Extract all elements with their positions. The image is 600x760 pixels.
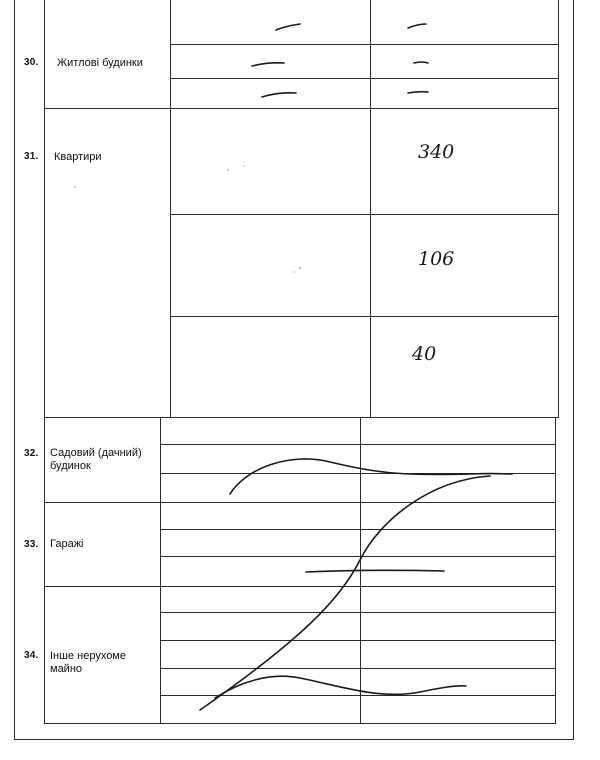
dash-stroke [276,24,300,30]
row-name-garden-house: Садовий (дачний) будинок [50,447,142,472]
dash-stroke [414,62,428,63]
row-name-residential-houses: Житлові будинки [57,57,143,69]
cancellation-curve-lower [215,676,466,698]
row-name-garages: Гаражі [50,538,84,550]
scan-noise [299,267,301,269]
dash-stroke [408,92,428,93]
scan-noise [293,271,295,273]
handwritten-value-apartment-3: 40 [412,343,437,365]
row-number-33: 33. [24,539,39,550]
scan-noise [243,165,245,167]
row-number-32: 32. [24,448,39,459]
row-number-34: 34. [24,650,39,661]
dash-stroke [408,24,426,28]
scan-noise [74,186,76,188]
cancellation-crossbar [306,570,444,572]
cancellation-curve-upper [230,459,512,494]
handwritten-value-apartment-1: 340 [418,141,455,163]
row-name-other-real-estate: Інше нерухоме майно [50,650,126,675]
scan-noise [227,169,229,171]
dash-stroke [262,93,296,97]
row-number-30: 30. [24,57,39,68]
row-number-31: 31. [24,151,39,162]
row-name-apartments: Квартири [54,151,102,163]
handwritten-value-apartment-2: 106 [418,248,455,270]
cancellation-diagonal [200,476,490,710]
dash-stroke [252,63,284,66]
